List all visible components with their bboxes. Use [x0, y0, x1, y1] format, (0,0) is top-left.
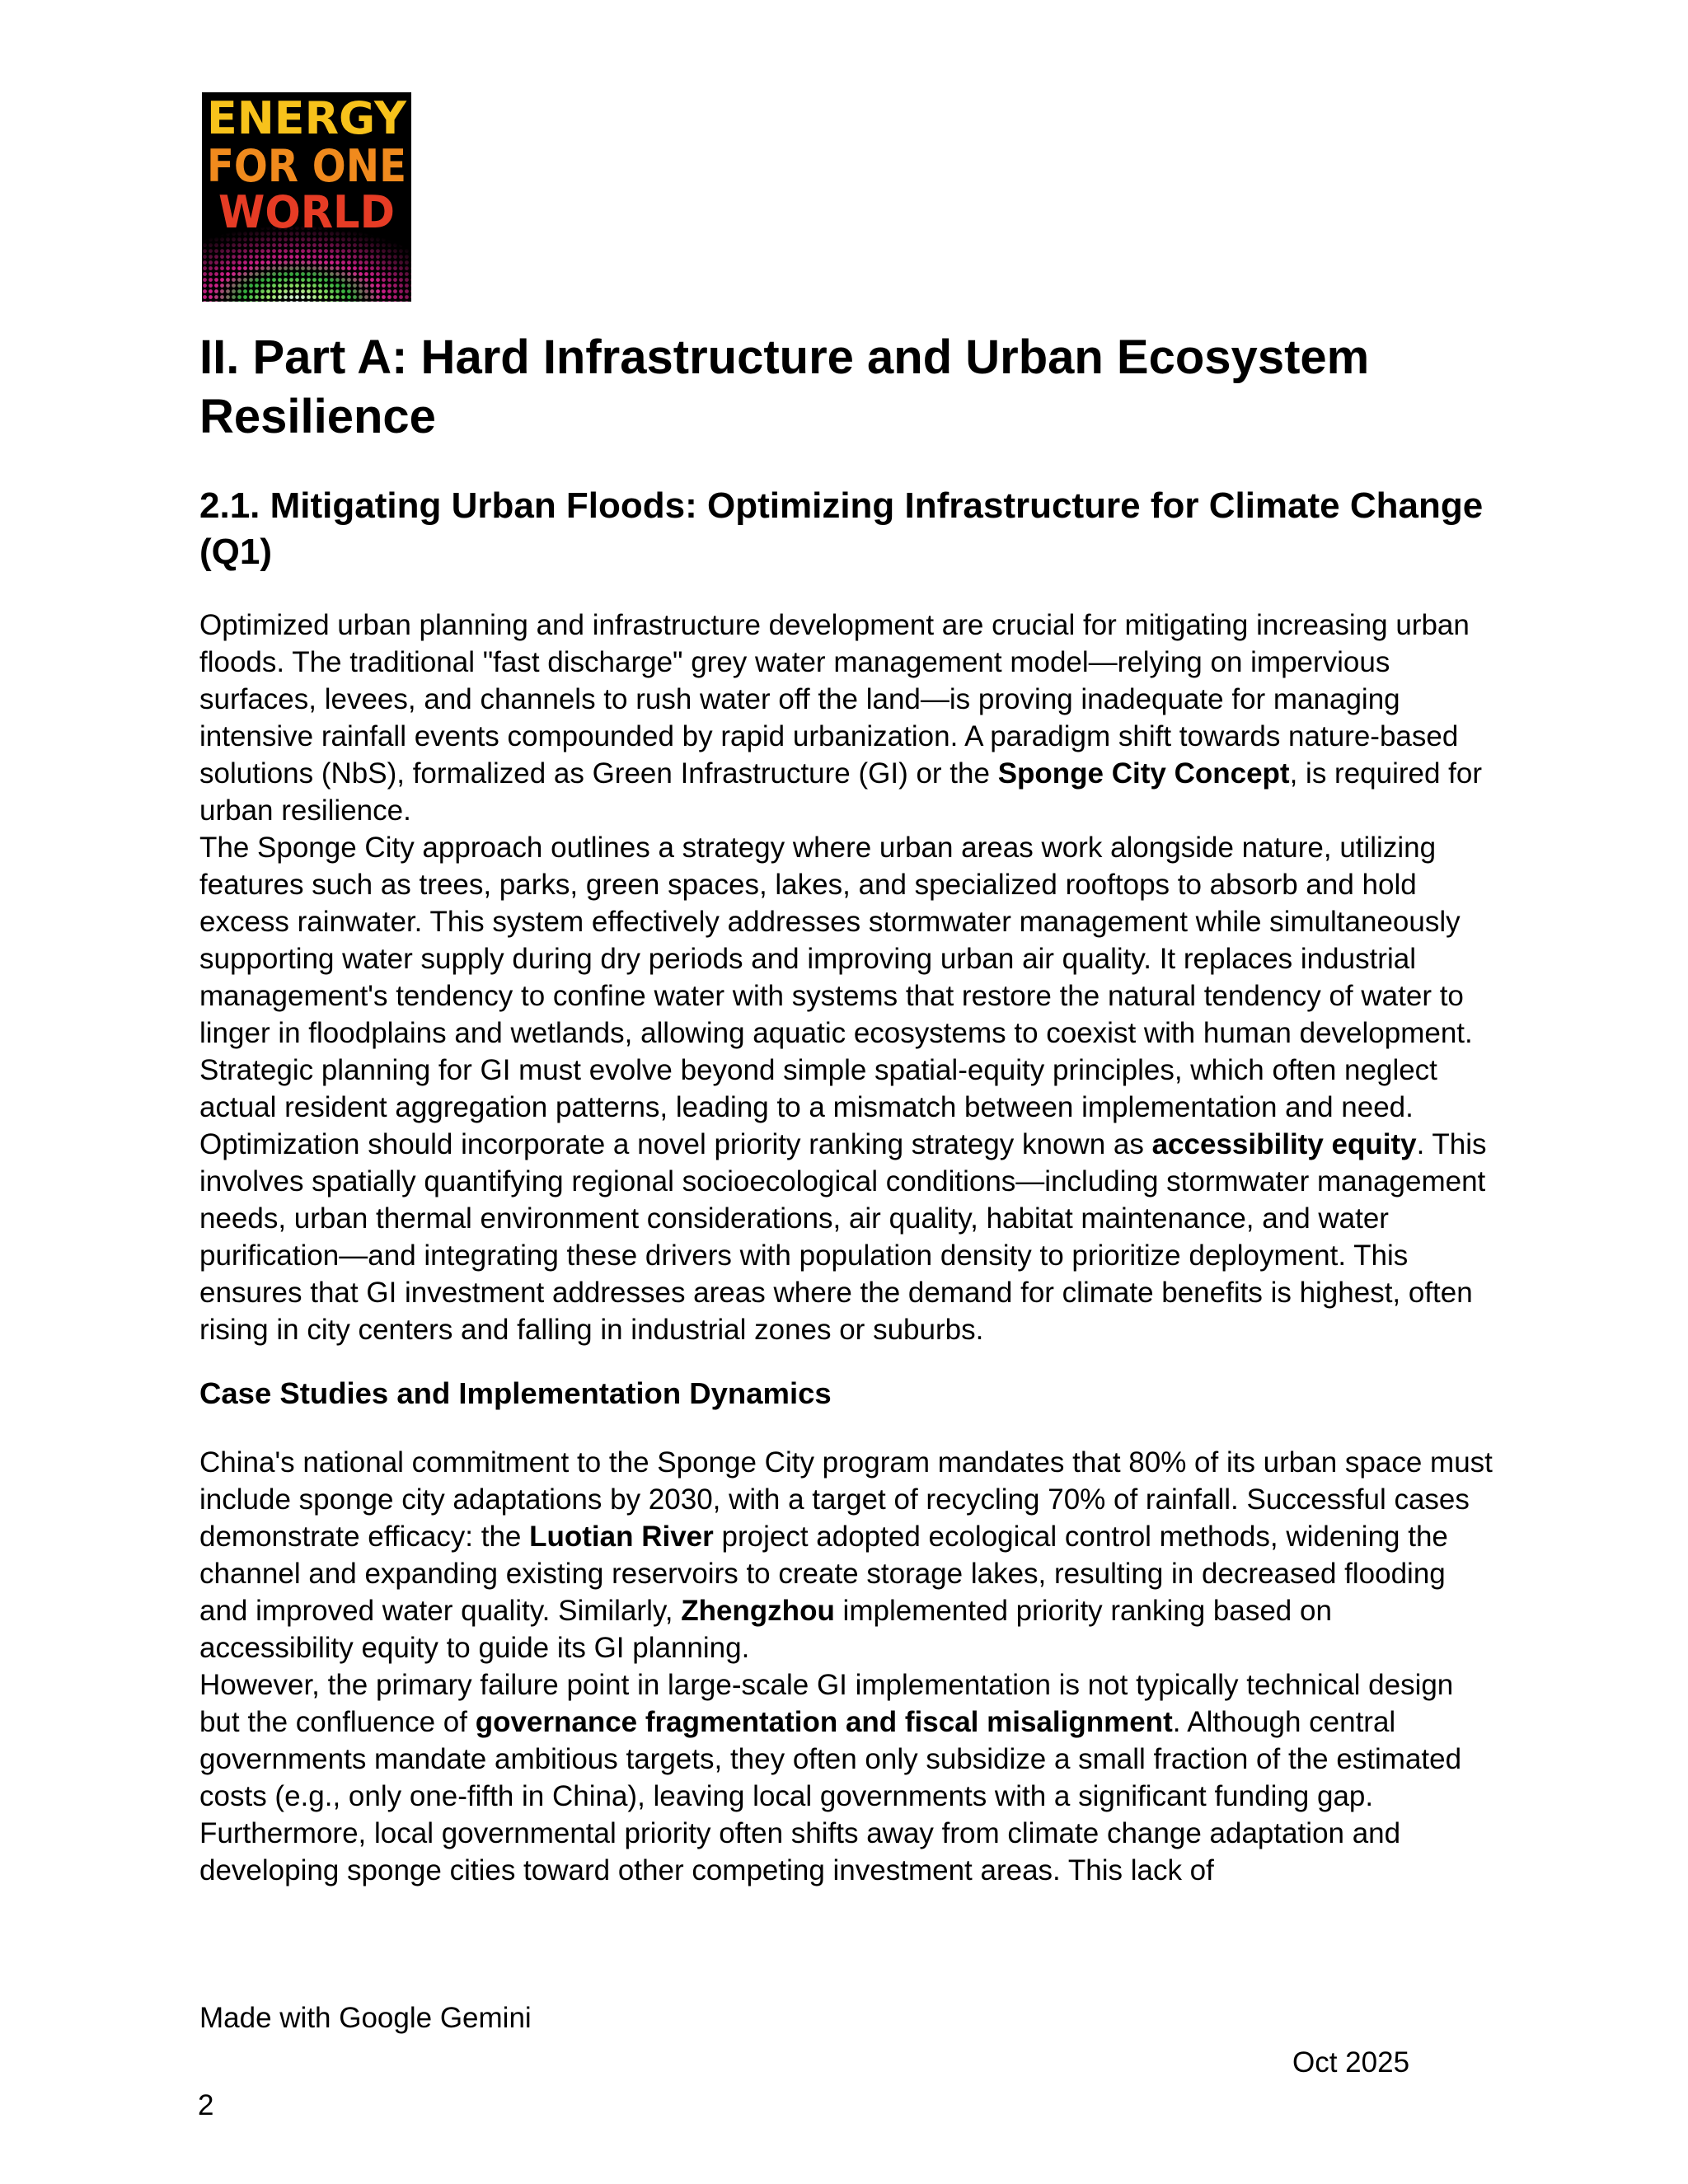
logo-line-world: WORLD [218, 186, 395, 238]
paragraph-1: Optimized urban planning and infrastructure development are crucial for mitigating increasing urban floods. The traditional "fast discharge" grey water management model—relying on impervious surfaces, levees, and channels to rush water off the land—is proving inadequate for managing intensive rainfall events compounded by rapid urbanization. A paradigm shift towards nature-based solutions (NbS), formalized as Green Infrastructure (GI) or the Sponge City Concept, is required for urban resilience. [199, 609, 1483, 827]
zhengzhou-term: Zhengzhou [681, 1595, 835, 1627]
document-body [199, 328, 1493, 1889]
section-heading: 2.1. Mitigating Urban Floods: Optimizing Infrastructure for Climate Change (Q1) [199, 485, 1484, 572]
paragraph-4: China's national commitment to the Sponge City program mandates that 80% of its urban space must include sponge city adaptations by 2030, with a target of recycling 70% of rainfall. Successful cases demonstrate efficacy: the Luotian River project adopted ecological control methods, widening the channel and expanding existing reservoirs to create storage lakes, resulting in decreased flooding and improved water quality. Similarly, Zhengzhou implemented priority ranking based on accessibility equity to guide its GI planning. [199, 1446, 1493, 1664]
subsection-heading: Case Studies and Implementation Dynamics [199, 1376, 832, 1410]
accessibility-equity-term: accessibility equity [1151, 1128, 1417, 1160]
energy-for-one-world-logo [202, 92, 411, 302]
logo-line-energy: ENERGY [207, 92, 407, 144]
luotian-river-term: Luotian River [529, 1521, 714, 1553]
footer-made-with: Made with Google Gemini [199, 2002, 532, 2034]
paragraph-5: However, the primary failure point in large-scale GI implementation is not typically technical design but the confluence of governance fragmentation and fiscal misalignment. Although central governments mandate ambitious targets, they often only subsidize a small fraction of the estimated costs (e.g., only one-fifth in China), leaving local governments with a significant funding gap. Furthermore, local governmental priority often shifts away from climate change adaptation and developing sponge cities toward other competing investment areas. This lack of [199, 1669, 1462, 1886]
paragraph-2: The Sponge City approach outlines a strategy where urban areas work alongside nature, utilizing features such as trees, parks, green spaces, lakes, and specialized rooftops to absorb and hold excess rainwater. This system effectively addresses stormwater management while simultaneously supporting water supply during dry periods and improving urban air quality. It replaces industrial management's tendency to confine water with systems that restore the natural tendency of water to linger in floodplains and wetlands, allowing aquatic ecosystems to coexist with human development. [199, 832, 1473, 1049]
sponge-city-term: Sponge City Concept [997, 757, 1290, 790]
part-heading: II. Part A: Hard Infrastructure and Urban Ecosystem Resilience [199, 330, 1370, 443]
logo-line-for-one: FOR ONE [207, 140, 406, 192]
governance-term: governance fragmentation and fiscal misalignment [475, 1706, 1173, 1738]
footer-date: Oct 2025 [1292, 2046, 1410, 2079]
page-number: 2 [198, 2089, 214, 2121]
paragraph-3: Strategic planning for GI must evolve beyond simple spatial-equity principles, which often neglect actual resident aggregation patterns, leading to a mismatch between implementation and need. Optimization should incorporate a novel priority ranking strategy known as accessibility equity. This involves spatially quantifying regional socioecological conditions—including stormwater management needs, urban thermal environment considerations, air quality, habitat maintenance, and water purification—and integrating these drivers with population density to prioritize deployment. This ensures that GI investment addresses areas where the demand for climate benefits is highest, often rising in city centers and falling in industrial zones or suburbs. [199, 1054, 1487, 1346]
